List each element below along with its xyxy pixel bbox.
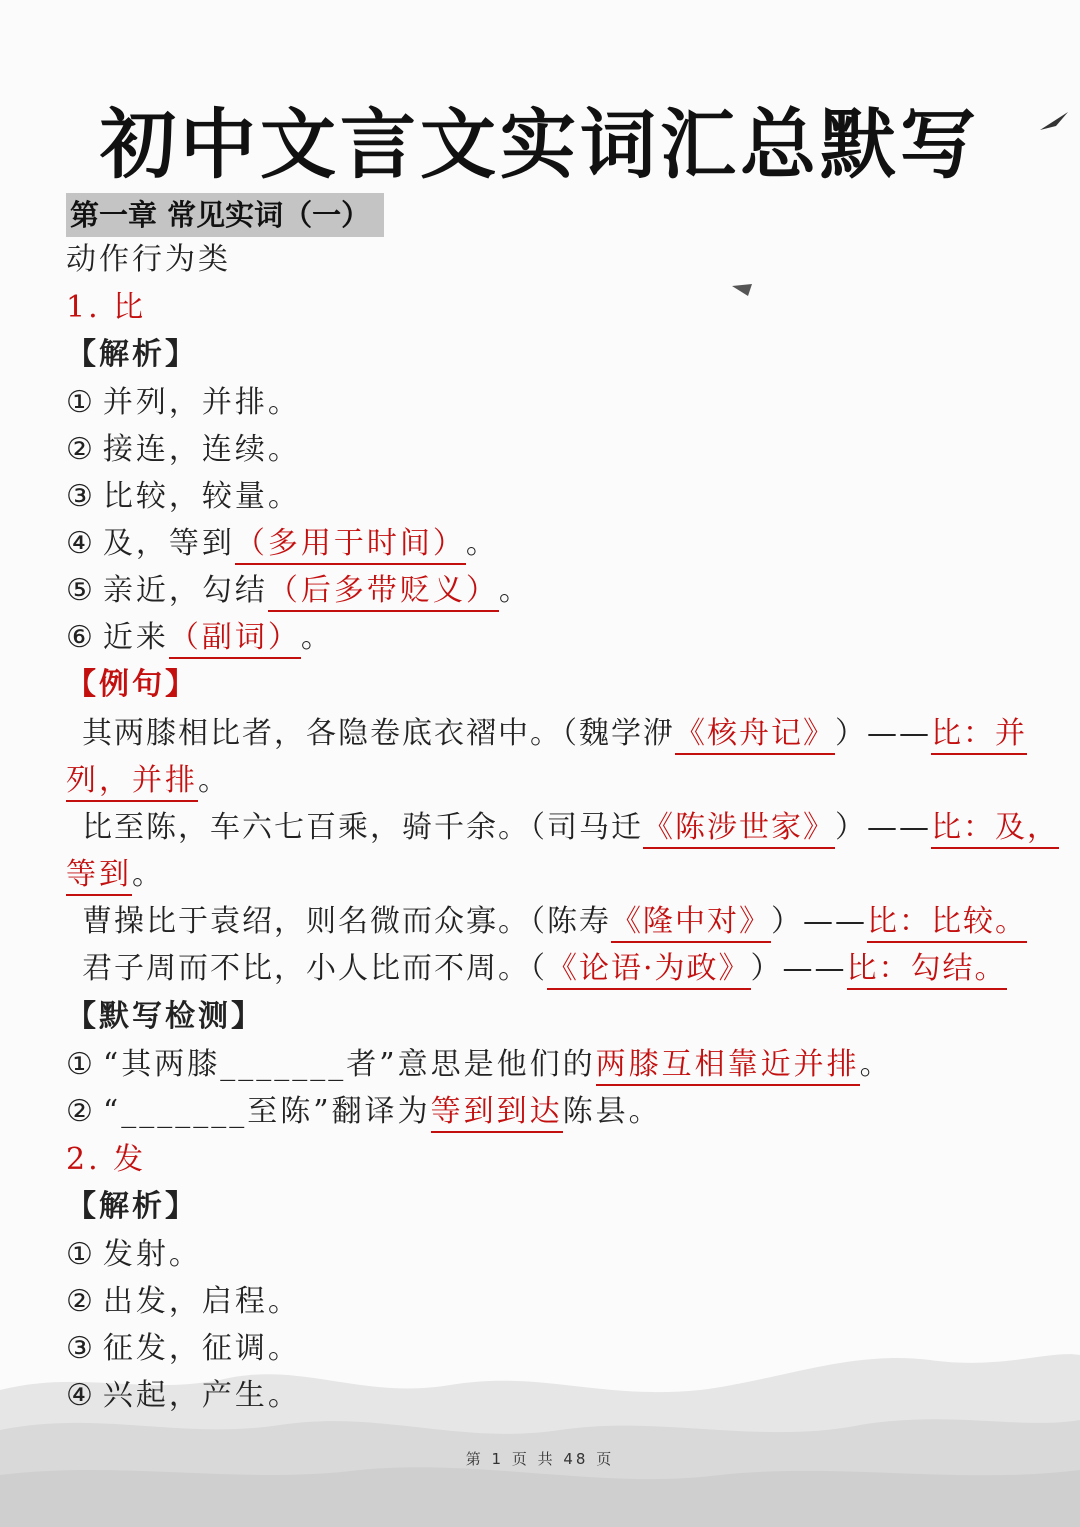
- document-title: 初中文言文实词汇总默写: [100, 100, 980, 189]
- punct: 。: [859, 1047, 893, 1082]
- meaning-note: （后多带贬义）: [268, 572, 499, 612]
- meaning-note: （副词）: [169, 619, 301, 659]
- meaning-item: ④及，等到（多用于时间）。: [66, 521, 1026, 567]
- item-number: ⑥: [66, 620, 103, 655]
- item-number: ①: [66, 385, 103, 420]
- meaning-text: 发射。: [102, 1237, 202, 1272]
- item-number: ②: [66, 1094, 103, 1129]
- source-title: 《陈涉世家》: [643, 809, 835, 849]
- item-number: ②: [66, 1284, 103, 1319]
- dash: ）——: [750, 951, 847, 986]
- analysis-label: 【解析】: [66, 1189, 198, 1224]
- example-answer: 列，并排: [66, 762, 198, 802]
- meaning-text: 及，等到: [102, 526, 235, 561]
- source-title: 《隆中对》: [611, 903, 771, 943]
- example-answer: 比：及，: [931, 809, 1059, 849]
- example-answer: 比：勾结。: [847, 950, 1007, 990]
- source-title: 《核舟记》: [675, 715, 835, 755]
- punct: 。: [132, 857, 165, 892]
- example-label: 【例句】: [66, 667, 198, 702]
- category-label: 动作行为类: [66, 242, 231, 277]
- meaning-text: 出发，启程。: [102, 1284, 301, 1319]
- meaning-text: 并列，并排。: [102, 385, 301, 420]
- meaning-text: 比较，较量。: [102, 479, 301, 514]
- item-number: ④: [66, 1378, 103, 1413]
- test-text: “_______至陈”翻译为: [102, 1094, 431, 1129]
- test-item: [66, 1042, 1026, 1088]
- item-number: ①: [66, 1237, 103, 1272]
- source-title: 《论语·为政》: [547, 950, 751, 990]
- item-number: ③: [66, 1331, 103, 1366]
- example-text: 君子周而不比，小人比而不周。（: [82, 951, 547, 986]
- example-answer: 等到: [66, 856, 132, 896]
- example-sentence: [82, 899, 1042, 945]
- punct: 陈县。: [562, 1094, 662, 1129]
- meaning-item: [66, 1373, 1026, 1419]
- meaning-item: [66, 1232, 1026, 1278]
- meaning-text: 征发，征调。: [102, 1331, 301, 1366]
- item-number: ③: [66, 479, 103, 514]
- meaning-text: 接连，连续。: [102, 432, 301, 467]
- item-number: ④: [66, 526, 103, 561]
- test-text: “其两膝_______者”意思是他们的: [102, 1047, 596, 1082]
- analysis-label: 【解析】: [66, 337, 198, 372]
- example-continuation: [66, 852, 1026, 898]
- example-answer: 比：并: [931, 715, 1027, 755]
- meaning-item: ⑥近来（副词）。: [66, 615, 1026, 661]
- meaning-text: 近来: [102, 620, 169, 655]
- example-continuation: [66, 758, 1026, 804]
- chapter-heading: 第一章 常见实词（一）: [66, 193, 384, 237]
- word-heading: 2. 发: [66, 1142, 147, 1177]
- meaning-item: [66, 427, 1026, 473]
- meaning-text: 亲近，勾结: [102, 573, 268, 608]
- meaning-item: [66, 380, 1026, 426]
- meaning-item: [66, 1279, 1026, 1325]
- dash: ）——: [835, 810, 931, 845]
- example-answer: 比：比较。: [867, 903, 1027, 943]
- example-sentence: [82, 711, 1042, 757]
- punct: 。: [198, 763, 231, 798]
- test-label: 【默写检测】: [66, 999, 264, 1034]
- item-number: ②: [66, 432, 103, 467]
- example-text: 其两膝相比者，各隐卷底衣褶中。（魏学洢: [82, 716, 675, 751]
- example-sentence: [82, 946, 1042, 992]
- page-footer: 第 1 页 共 48 页: [465, 1450, 615, 1468]
- word-heading: 1. 比: [66, 290, 147, 325]
- example-text: 比至陈，车六七百乘，骑千余。（司马迁: [82, 810, 643, 845]
- test-answer: 等到到达: [431, 1093, 563, 1133]
- item-number: ①: [66, 1047, 103, 1082]
- meaning-item: [66, 474, 1026, 520]
- test-item: [66, 1089, 1026, 1135]
- meaning-text: 兴起，产生。: [102, 1378, 301, 1413]
- meaning-item: [66, 1326, 1026, 1372]
- meaning-note: （多用于时间）: [235, 525, 466, 565]
- dash: ）——: [771, 904, 867, 939]
- test-answer: 两膝互相靠近并排: [596, 1046, 860, 1086]
- item-number: ⑤: [66, 573, 103, 608]
- meaning-item: ⑤亲近，勾结（后多带贬义）。: [66, 568, 1026, 614]
- dash: ）——: [835, 716, 931, 751]
- example-sentence: [82, 805, 1059, 851]
- example-text: 曹操比于袁绍，则名微而众寡。（陈寿: [82, 904, 611, 939]
